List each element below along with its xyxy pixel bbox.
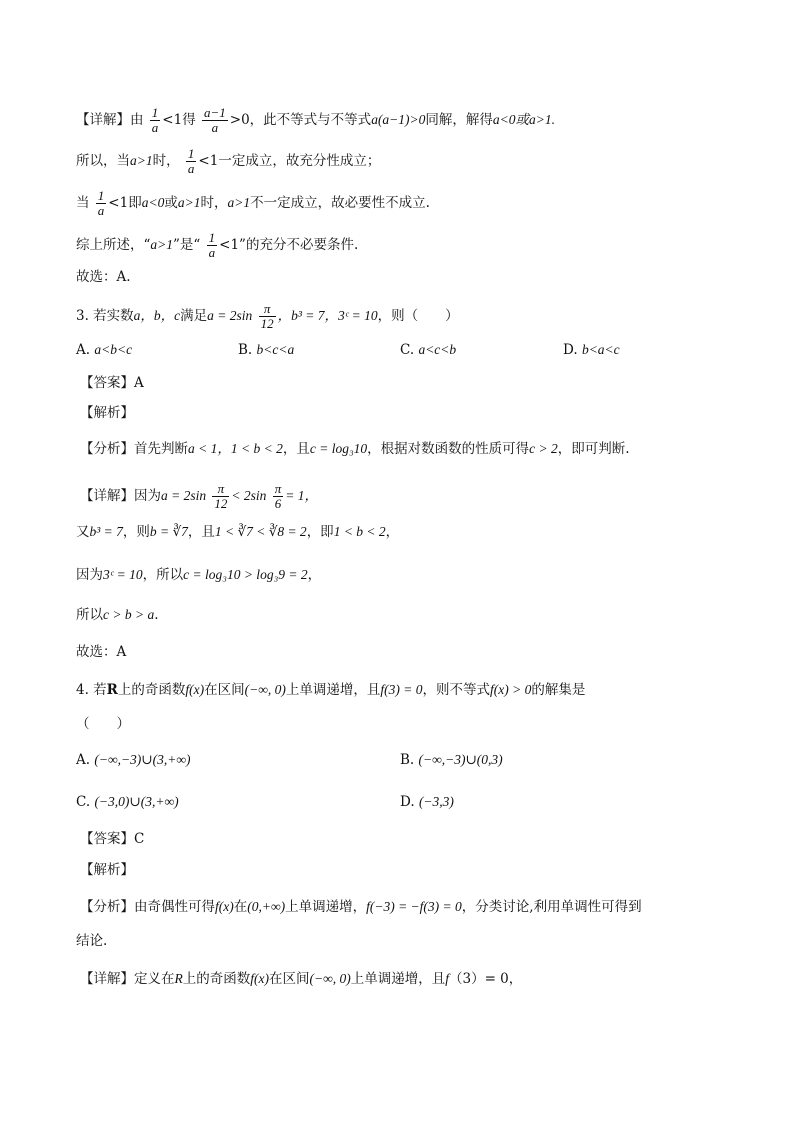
fraction: $\frac{\pi}{12}$ — [260, 301, 274, 331]
detail-line-2: 所以，当a>1时， $\frac{1}{a}$ <1一定成立，故充分性成立； — [76, 146, 381, 176]
analysis-title: 【解析】 — [80, 862, 134, 878]
detail-line-d: 所以c > b > a. — [76, 607, 159, 623]
option-d: D. b<a<c — [563, 342, 620, 358]
answer-label: 【答案】C — [80, 831, 145, 847]
analysis-line: 【分析】由奇偶性可得f(x)在(0,+∞)上单调递增，f(−3) = −f(3) = 0，分类讨论,利用单调性可得到 — [80, 899, 642, 915]
detail-line-b: 又b³ = 7，则b = ∛7，且1 < ∛7 < ∛8 = 2，即1 < b < 2， — [76, 524, 400, 540]
analysis-title: 【解析】 — [80, 405, 134, 421]
option-c: C. (−3,0)∪(3,+∞) — [76, 794, 179, 810]
detail-line-3: 当 $\frac{1}{a}$ <1即a<0或a>1时，a>1不一定成立，故必要性不成立. — [76, 188, 430, 218]
fraction: $\frac{1}{a}$ — [187, 146, 195, 176]
detail-line: 【详解】定义在R上的奇函数f(x)在区间(−∞, 0)上单调递增，且f（3）= 0， — [80, 971, 523, 987]
option-a: A. a<b<c — [76, 342, 133, 358]
option-b: B. b<c<a — [238, 342, 295, 358]
detail-line-1: 【详解】由 $\frac{1}{a}$ <1得 $\frac{a-1}{a}$ >0，此不等式与不等式a(a−1)>0同解，解得a<0或a>1. — [76, 105, 556, 135]
option-d: D. (−3,3) — [400, 794, 454, 810]
detail-line-c: 因为3ᶜ = 10，所以c = log₃10 > log₃9 = 2， — [76, 567, 322, 583]
option-c: C. a<c<b — [400, 342, 457, 358]
fraction: $\frac{\pi}{12}$ — [214, 481, 228, 511]
option-b: B. (−∞,−3)∪(0,3) — [400, 752, 503, 768]
fraction: $\frac{\pi}{6}$ — [274, 481, 282, 511]
detail-line-4: 综上所述，“a>1”是“ $\frac{1}{a}$ <1”的充分不必要条件. — [76, 230, 359, 260]
choice-line: 故选：A. — [76, 269, 131, 285]
answer-label: 【答案】A — [80, 375, 144, 391]
detail-line: 【详解】因为a = 2sin $\frac{\pi}{12}$ < 2sin $\frac{\pi}{6}$ = 1， — [80, 481, 318, 511]
detail-tag: 【详解】 — [76, 112, 130, 128]
question-4-stem: 4. 若R上的奇函数f(x)在区间(−∞, 0)上单调递增，且f(3) = 0，则不等式f(x) > 0的解集是 — [76, 682, 586, 698]
analysis-line: 【分析】首先判断a < 1，1 < b < 2，且c = log₃10，根据对数函数的性质可得c > 2，即可判断. — [80, 441, 630, 457]
fraction: $\frac{a-1}{a}$ — [204, 105, 226, 135]
fraction: $\frac{1}{a}$ — [208, 230, 216, 260]
choice-line: 故选：A — [76, 644, 127, 660]
question-4-paren: （ ） — [76, 716, 130, 732]
question-3-stem: 3. 若实数a，b，c满足a = 2sin $\frac{\pi}{12}$ ，b³ = 7，3ᶜ = 10，则（ ） — [76, 301, 459, 331]
option-a: A. (−∞,−3)∪(3,+∞) — [76, 752, 191, 768]
analysis-line-2: 结论. — [76, 933, 108, 949]
fraction: $\frac{1}{a}$ — [151, 105, 159, 135]
fraction: $\frac{1}{a}$ — [97, 188, 105, 218]
